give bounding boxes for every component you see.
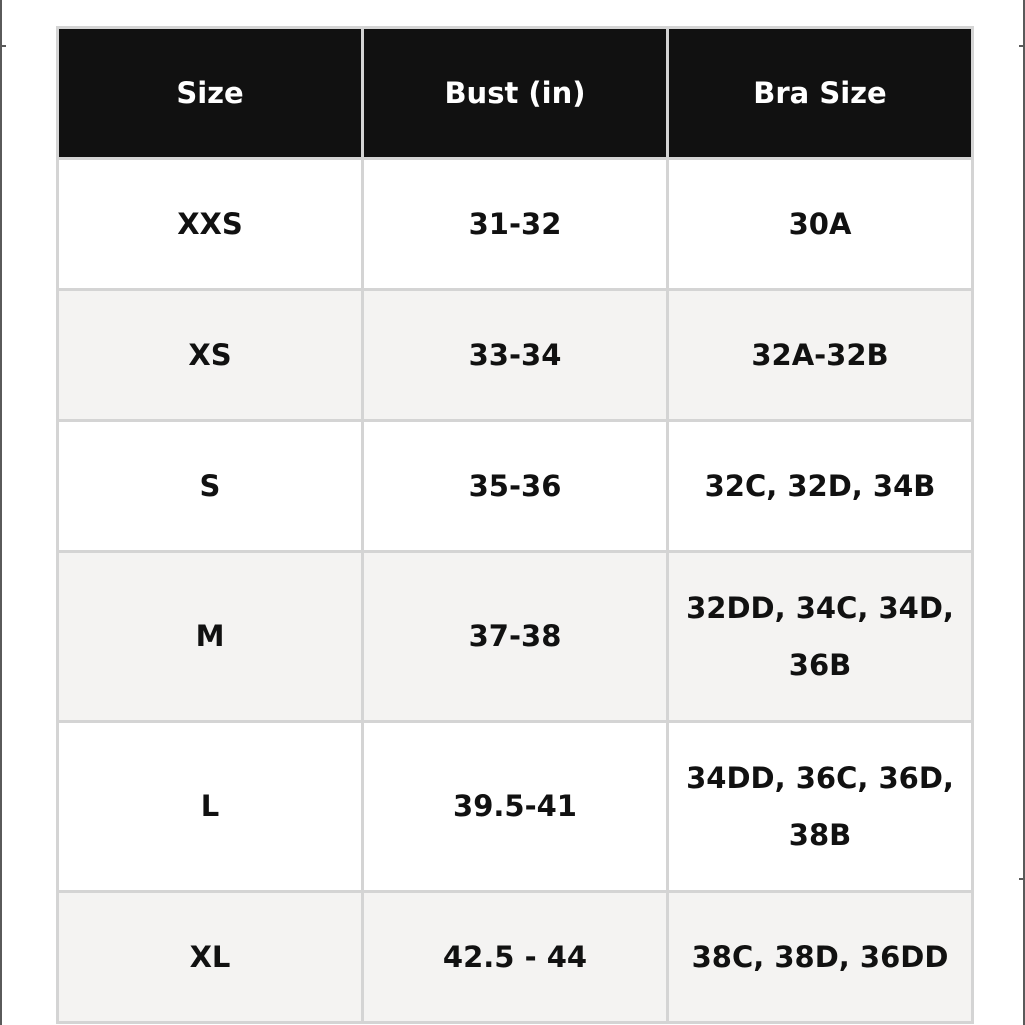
table-header bbox=[58, 28, 973, 159]
table-row bbox=[58, 722, 973, 892]
cell-bra-size: 32A-32B bbox=[668, 290, 973, 421]
table-row bbox=[58, 552, 973, 722]
column-header-size: Size bbox=[58, 28, 363, 159]
cell-size: XS bbox=[58, 290, 363, 421]
cell-size: XL bbox=[58, 892, 363, 1023]
table-body bbox=[58, 159, 973, 1023]
cell-size: M bbox=[58, 552, 363, 722]
cell-size: S bbox=[58, 421, 363, 552]
column-header-bust: Bust (in) bbox=[363, 28, 668, 159]
frame-notch-left bbox=[0, 45, 6, 47]
cell-bust: 33-34 bbox=[363, 290, 668, 421]
header-row bbox=[58, 28, 973, 159]
cell-bust: 39.5-41 bbox=[363, 722, 668, 892]
table-row bbox=[58, 421, 973, 552]
table-row bbox=[58, 159, 973, 290]
table-row bbox=[58, 290, 973, 421]
cell-bra-size: 32DD, 34C, 34D, 36B bbox=[668, 552, 973, 722]
cell-bust: 37-38 bbox=[363, 552, 668, 722]
cell-bust: 31-32 bbox=[363, 159, 668, 290]
frame-notch-right bbox=[1019, 45, 1025, 47]
table-row bbox=[58, 892, 973, 1023]
size-chart-table bbox=[56, 26, 974, 1024]
cell-bust: 42.5 - 44 bbox=[363, 892, 668, 1023]
column-header-bra-size: Bra Size bbox=[668, 28, 973, 159]
cell-bra-size: 34DD, 36C, 36D, 38B bbox=[668, 722, 973, 892]
cell-size: XXS bbox=[58, 159, 363, 290]
cell-bra-size: 30A bbox=[668, 159, 973, 290]
frame-notch-right-bottom bbox=[1019, 878, 1025, 880]
cell-bra-size: 38C, 38D, 36DD bbox=[668, 892, 973, 1023]
cell-bra-size: 32C, 32D, 34B bbox=[668, 421, 973, 552]
frame-border-left bbox=[0, 0, 2, 1025]
cell-bust: 35-36 bbox=[363, 421, 668, 552]
cell-size: L bbox=[58, 722, 363, 892]
